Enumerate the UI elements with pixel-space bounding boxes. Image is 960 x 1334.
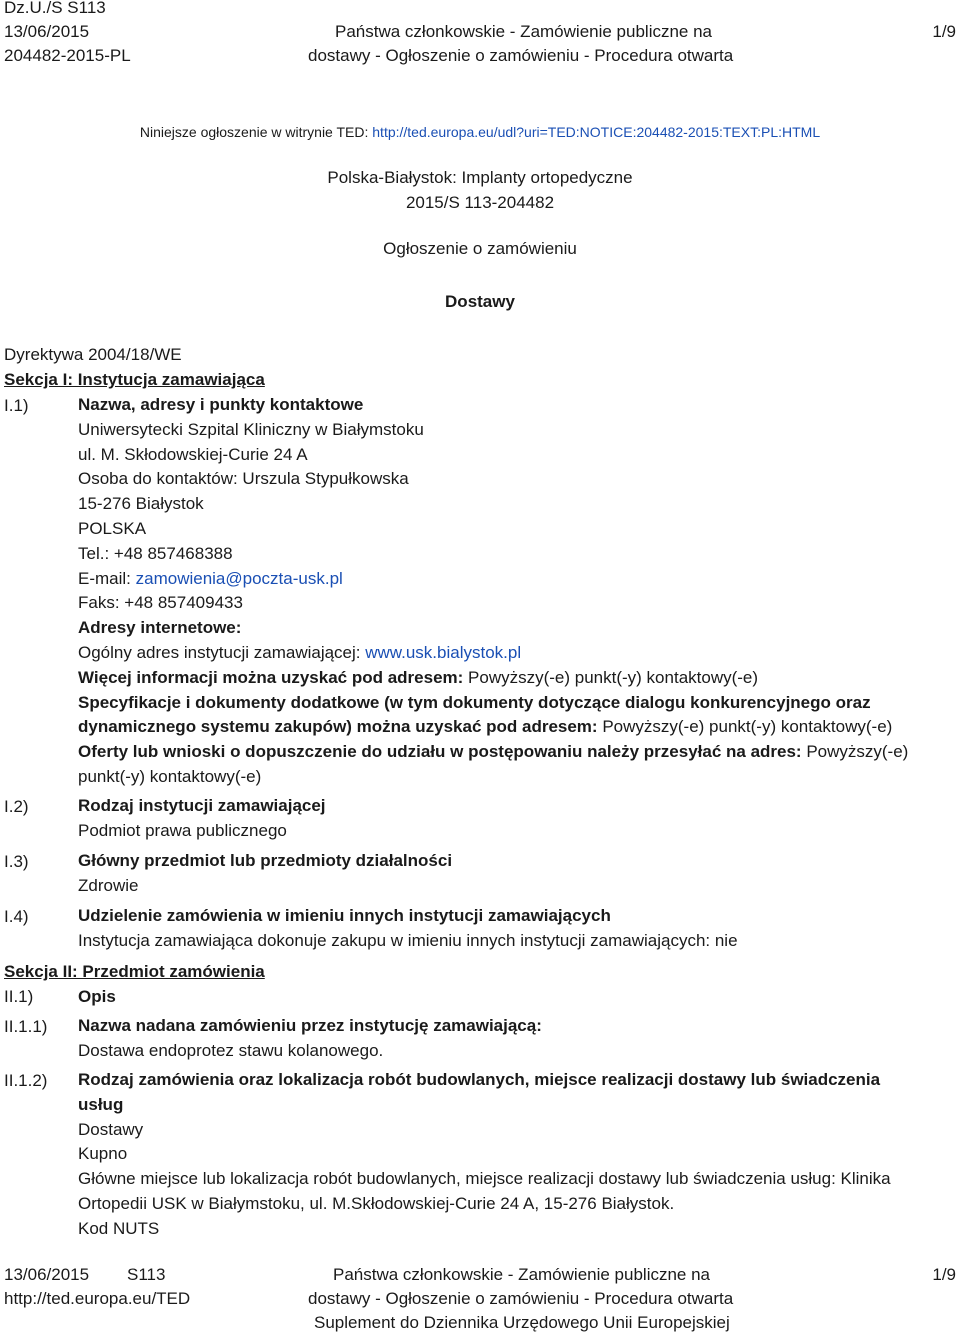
- ii12-nuts: Kod NUTS: [78, 1218, 160, 1238]
- notice-number: 2015/S 113-204482: [405, 193, 555, 212]
- intro-prefix: Niniejsze ogłoszenie w witrynie TED:: [139, 124, 373, 140]
- footer-url[interactable]: http://ted.europa.eu/TED: [4, 1289, 191, 1308]
- ii12-title-2: usług: [78, 1094, 124, 1114]
- ii11-number: II.1.1): [4, 1017, 48, 1036]
- footer-title-line2: dostawy - Ogłoszenie o zamówieniu - Procedura otwarta: [308, 1289, 734, 1308]
- more-info-value: Powyższy(-e) punkt(-y) kontaktowy(-e): [468, 667, 759, 687]
- web-heading: Adresy internetowe:: [78, 618, 242, 638]
- specs-value: Powyższy(-e) punkt(-y) kontaktowy(-e): [602, 717, 893, 737]
- notice-category: Dostawy: [445, 292, 515, 311]
- ii1-number: II.1): [4, 987, 34, 1006]
- more-info-line: [78, 666, 950, 691]
- ii11-block: [78, 1014, 950, 1064]
- email-link[interactable]: zamowienia@poczta-usk.pl: [135, 568, 343, 588]
- footer-date: 13/06/2015: [4, 1265, 90, 1284]
- notice-type: Ogłoszenie o zamówieniu: [383, 239, 577, 258]
- i3-value: Zdrowie: [78, 875, 139, 895]
- footer-title-line1: Państwa członkowskie - Zamówienie publiczne na: [333, 1265, 711, 1284]
- i1-block: [78, 393, 950, 790]
- ii12-place-2: Ortopedii USK w Białymstoku, ul. M.Skłodowskiej-Curie 24 A, 15-276 Białystok.: [78, 1193, 675, 1213]
- i1-number: I.1): [4, 396, 29, 415]
- i4-value: Instytucja zamawiająca dokonuje zakupu w imieniu innych instytucji zamawiających: nie: [78, 930, 738, 950]
- org-tel: Tel.: +48 857468388: [78, 543, 233, 563]
- footer-issue: S113: [127, 1265, 166, 1284]
- ii11-value: Dostawa endoprotez stawu kolanowego.: [78, 1040, 384, 1060]
- general-address-link[interactable]: www.usk.bialystok.pl: [365, 642, 522, 662]
- email-line: [78, 567, 950, 592]
- general-address-line: [78, 641, 950, 666]
- general-address-label: Ogólny adres instytucji zamawiającej:: [78, 642, 366, 662]
- i4-number: I.4): [4, 907, 29, 926]
- header-title-line2: dostawy - Ogłoszenie o zamówieniu - Procedura otwarta: [308, 46, 734, 65]
- notice-title: Polska-Białystok: Implanty ortopedyczne: [327, 168, 633, 187]
- i1-title: Nazwa, adresy i punkty kontaktowe: [78, 395, 364, 414]
- section1-heading: Sekcja I: Instytucja zamawiająca: [4, 370, 265, 389]
- ii12-title-1: Rodzaj zamówienia oraz lokalizacja robót budowlanych, miejsce realizacji dostawy lub świadczenia: [78, 1070, 881, 1089]
- ii12-block: [78, 1068, 950, 1242]
- ted-link[interactable]: http://ted.europa.eu/udl?uri=TED:NOTICE:204482-2015:TEXT:PL:HTML: [372, 124, 821, 140]
- contact-person: Osoba do kontaktów: Urszula Stypułkowska: [78, 469, 409, 489]
- ii12-subtype: Kupno: [78, 1144, 128, 1164]
- section2-heading: Sekcja II: Przedmiot zamówienia: [4, 962, 265, 981]
- i3-number: I.3): [4, 852, 29, 871]
- footer-page: 1/9: [932, 1265, 956, 1284]
- org-street: ul. M. Skłodowskiej-Curie 24 A: [78, 444, 308, 464]
- i2-title: Rodzaj instytucji zamawiającej: [78, 796, 326, 815]
- org-name: Uniwersytecki Szpital Kliniczny w Białymstoku: [78, 419, 424, 439]
- i2-value: Podmiot prawa publicznego: [78, 820, 287, 840]
- i4-block: [78, 904, 950, 954]
- i3-block: [78, 849, 950, 899]
- org-city: 15-276 Białystok: [78, 494, 204, 514]
- header-title-line1: Państwa członkowskie - Zamówienie publiczne na: [335, 22, 713, 41]
- header-date: 13/06/2015: [4, 22, 90, 41]
- email-label: E-mail:: [78, 568, 136, 588]
- offers-label: Oferty lub wnioski o dopuszczenie do udziału w postępowaniu należy przesyłać na adres:: [78, 742, 807, 762]
- more-info-label: Więcej informacji można uzyskać pod adresem:: [78, 667, 469, 687]
- offers-line: [78, 740, 950, 765]
- header-journal: Dz.U./S S113: [4, 0, 106, 17]
- i2-number: I.2): [4, 797, 29, 816]
- i4-title: Udzielenie zamówienia w imieniu innych instytucji zamawiających: [78, 906, 611, 925]
- specs-label-1: Specyfikacje i dokumenty dodatkowe (w tym dokumenty dotyczące dialogu konkurencyjnego oraz: [78, 692, 871, 712]
- i3-title: Główny przedmiot lub przedmioty działalności: [78, 851, 453, 870]
- header-page: 1/9: [932, 22, 956, 41]
- ii11-title: Nazwa nadana zamówieniu przez instytucję zamawiającą:: [78, 1016, 542, 1035]
- offers-value-2: punkt(-y) kontaktowy(-e): [78, 766, 262, 786]
- org-country: POLSKA: [78, 518, 147, 538]
- specs-label-2: dynamicznego systemu zakupów) można uzyskać pod adresem:: [78, 717, 603, 737]
- header-doc-id: 204482-2015-PL: [4, 46, 131, 65]
- org-fax: Faks: +48 857409433: [78, 593, 243, 613]
- i2-block: [78, 794, 950, 844]
- footer-title-line3: Suplement do Dziennika Urzędowego Unii Europejskiej: [314, 1313, 730, 1332]
- intro-line: [0, 122, 960, 142]
- ii12-number: II.1.2): [4, 1071, 48, 1090]
- specs-line-2: [78, 715, 950, 740]
- directive: Dyrektywa 2004/18/WE: [4, 345, 182, 364]
- ii12-type: Dostawy: [78, 1119, 144, 1139]
- ii1-title: Opis: [78, 987, 116, 1006]
- offers-value-1: Powyższy(-e): [806, 742, 909, 762]
- ii12-place-1: Główne miejsce lub lokalizacja robót budowlanych, miejsce realizacji dostawy lub świadczenia usług: Klinika: [78, 1169, 891, 1189]
